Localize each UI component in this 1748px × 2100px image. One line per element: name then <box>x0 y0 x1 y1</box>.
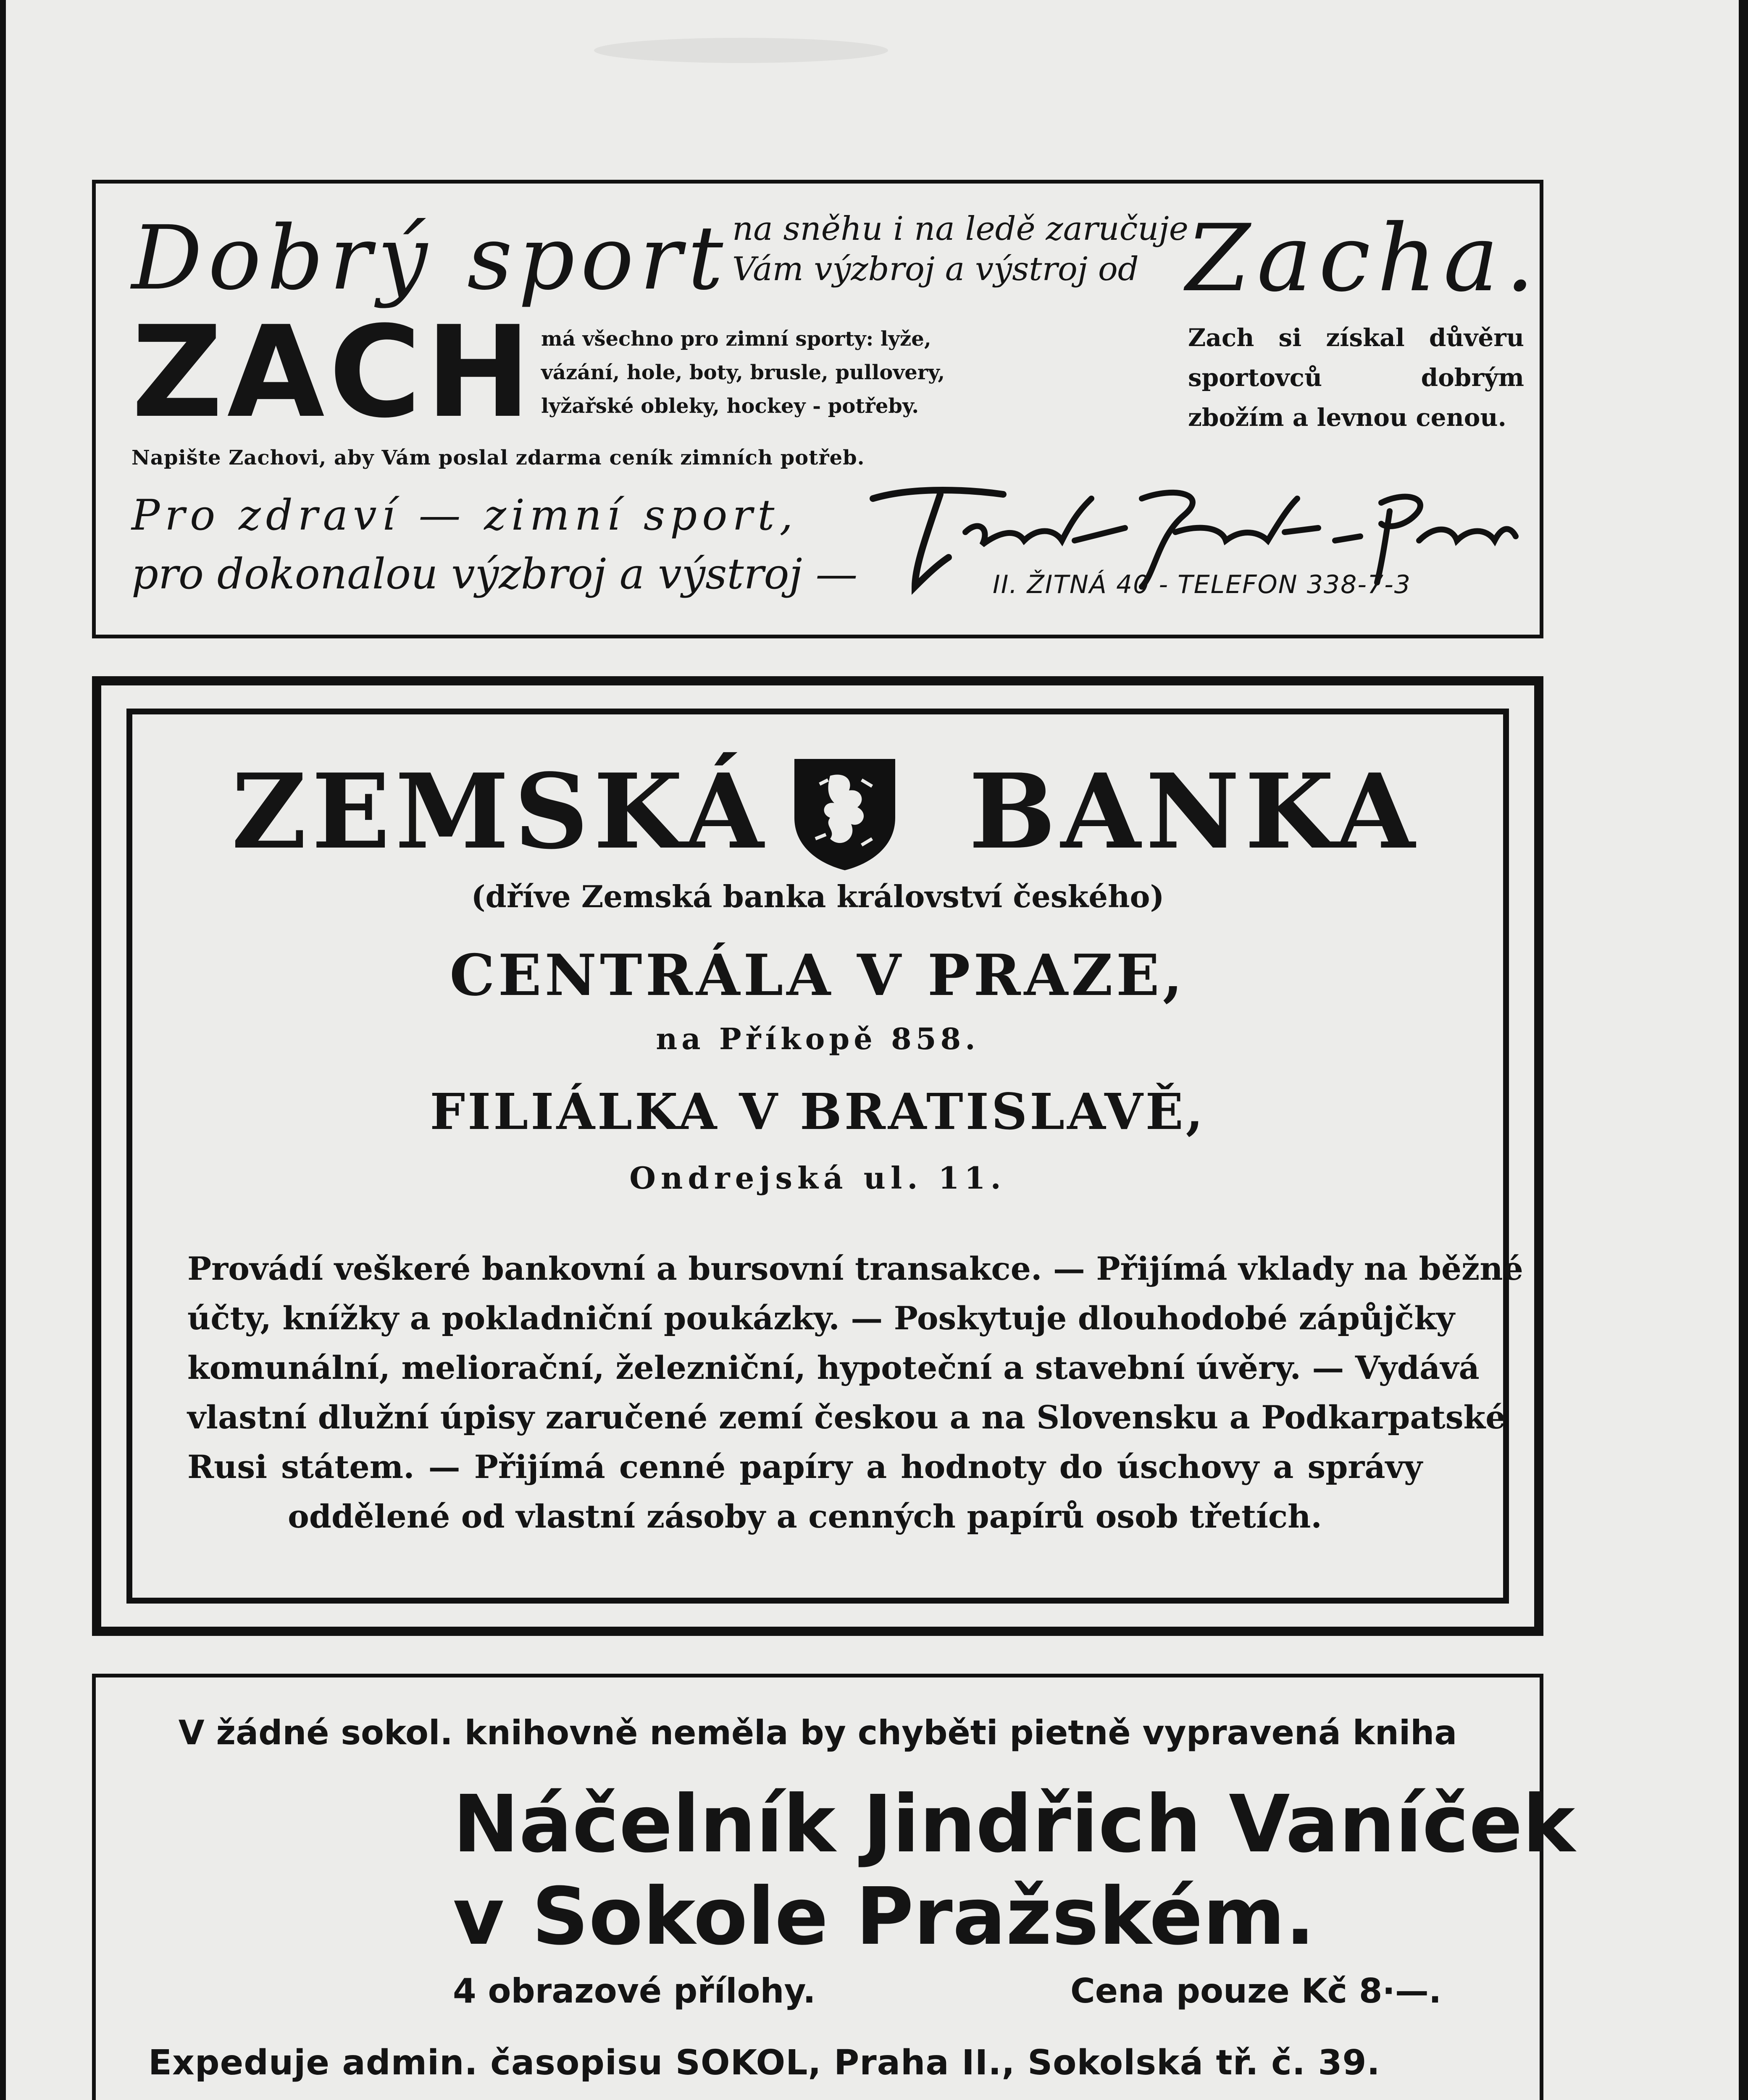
vanicek-book-advertisement <box>92 1674 1575 2100</box>
bank-services-line: Provádí veškeré bankovní a bursovní transakce. — Přijímá vklady na běžné <box>187 1250 1523 1287</box>
bank-services-line: účty, knížky a pokladniční poukázky. — Poskytuje dlouhodobé zápůjčky <box>187 1299 1455 1337</box>
book-dispatch: Expeduje admin. časopisu SOKOL, Praha II., Sokolská tř. č. 39. <box>148 2043 1380 2083</box>
zach-slogan-line-2: pro dokonalou výzbroj a výstroj — <box>131 549 858 598</box>
book-title-line-2: v Sokole Pražském. <box>453 1871 1315 1963</box>
bank-services-line: komunální, meliorační, železniční, hypoteční a stavební úvěry. — Vydává <box>187 1349 1480 1386</box>
zach-headline-middle-line-2: Vám výzbroj a výstroj od <box>732 250 1139 288</box>
book-intro: V žádné sokol. knihovně neměla by chyběti pietně vypravená kniha <box>178 1713 1457 1752</box>
bank-services-line: vlastní dlužní úpisy zaručené zemí českou a na Slovensku a Podkarpatské <box>187 1399 1506 1436</box>
zach-slogan <box>131 486 857 604</box>
zemska-banka-advertisement <box>92 676 1543 1636</box>
bank-services-line: Rusi státem. — Přijímá cenné papíry a hodnoty do úschovy a správy <box>187 1448 1422 1486</box>
book-plates: 4 obrazové přílohy. <box>453 1971 816 2011</box>
bank-services-text <box>187 1244 1523 1541</box>
bank-branch-address: Ondrejská ul. 11. <box>629 1160 1006 1196</box>
book-price: Cena pouze Kč 8·—. <box>1070 1971 1442 2011</box>
zach-offer <box>541 322 945 423</box>
bank-title-right: BANKA <box>969 751 1420 872</box>
zach-brand: ZACH <box>131 299 535 446</box>
zach-slogan-line-1: Pro zdraví — zimní sport, <box>131 491 798 540</box>
zach-offer-line: má všechno pro zimní sporty: lyže, <box>541 327 931 351</box>
bank-formerly: (dříve Zemská banka království českého) <box>471 879 1164 914</box>
zach-headline-middle <box>732 209 1188 289</box>
zach-advertisement <box>92 180 1543 638</box>
bank-title-left: ZEMSKÁ <box>231 751 769 872</box>
zach-headline-left: Dobrý sport <box>131 207 729 310</box>
zach-headline-right: Zacha. <box>1186 205 1542 312</box>
bank-branch: FILIÁLKA V BRATISLAVĚ, <box>430 1082 1206 1141</box>
book-title-line-1: Náčelník Jindřich Vaníček <box>453 1778 1575 1870</box>
bank-services-line: oddělené od vlastní zásoby a cenných papírů osob třetích. <box>288 1498 1322 1535</box>
paper-smudge <box>594 38 888 63</box>
bohemian-lion-shield-icon <box>790 755 899 872</box>
zach-address: II. ŽITNÁ 40 - TELEFON 338-7-3 <box>993 570 1411 599</box>
zach-offer-line: vázání, hole, boty, brusle, pullovery, <box>541 361 945 384</box>
zach-reputation: Zach si získal důvěru sportovců dobrým zbožím a levnou cenou. <box>1188 323 1524 432</box>
zach-headline-middle-line-1: na sněhu i na ledě zaručuje <box>732 210 1188 248</box>
zach-write-us: Napište Zachovi, aby Vám poslal zdarma ceník zimních potřeb. <box>131 446 865 470</box>
bank-head-office-address: na Příkopě 858. <box>656 1021 980 1056</box>
bank-head-office: CENTRÁLA V PRAZE, <box>449 942 1186 1008</box>
zach-offer-line: lyžařské obleky, hockey - potřeby. <box>541 394 919 418</box>
